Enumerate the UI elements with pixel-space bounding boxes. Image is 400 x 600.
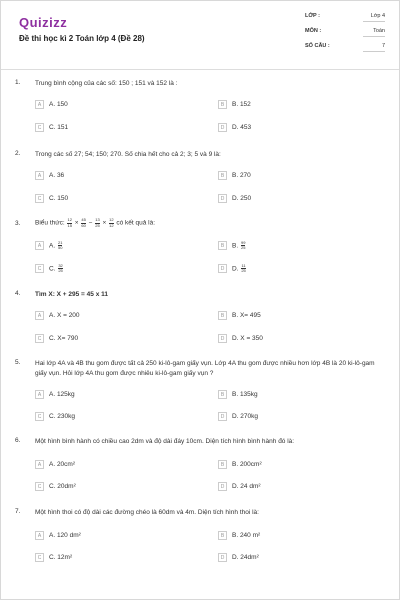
meta-label: SỐ CÂU : — [305, 43, 330, 49]
option-text: D. X = 350 — [232, 335, 263, 342]
option-c[interactable] — [35, 193, 68, 204]
option-b[interactable] — [218, 310, 261, 321]
fraction: $\frac{32}{25}$ — [58, 262, 63, 273]
option-text: D. 270kg — [232, 413, 259, 420]
question-text-prefix: Biểu thức: — [35, 219, 65, 227]
option-d[interactable] — [218, 122, 251, 133]
option-badge: C — [35, 334, 44, 343]
option-text: D. $\frac{11}{25}$ — [232, 262, 246, 273]
option-d[interactable] — [218, 193, 251, 204]
option-c[interactable] — [35, 411, 75, 422]
option-badge: B — [218, 531, 227, 540]
option-badge: B — [218, 311, 227, 320]
option-a[interactable] — [35, 99, 68, 110]
option-text: B. 135kg — [232, 391, 258, 398]
question-text: Trung bình cộng của các số: 150 ; 151 và 152 là : — [35, 80, 178, 87]
option-badge: D — [218, 334, 227, 343]
option-text: A. 150 — [49, 101, 68, 108]
option-badge: A — [35, 390, 44, 399]
option-text: B. 152 — [232, 101, 251, 108]
option-text: B. X= 495 — [232, 312, 261, 319]
option-a[interactable] — [35, 530, 81, 541]
meta-value: Toán — [363, 28, 385, 37]
meta-label: MÔN : — [305, 28, 322, 34]
question-text: Một hình thoi có độ dài các đường chéo là 60dm và 4m. Diện tích hình thoi là: — [35, 509, 259, 516]
fraction: $\frac{13}{25}$ — [95, 217, 100, 228]
operator: × — [102, 219, 107, 227]
option-text: C. 20dm² — [49, 483, 76, 490]
fraction: $\frac{99}{25}$ — [240, 239, 246, 250]
option-badge: C — [35, 123, 44, 132]
option-d[interactable] — [218, 411, 258, 422]
meta-row-class — [305, 13, 385, 28]
operator: − — [88, 219, 93, 227]
option-c[interactable] — [35, 333, 78, 344]
option-text: B. 240 m² — [232, 532, 261, 539]
option-text: D. 24dm² — [232, 554, 259, 561]
meta-label: LỚP : — [305, 13, 320, 19]
option-d[interactable] — [218, 333, 263, 344]
option-badge: A — [35, 460, 44, 469]
fraction: $\frac{45}{60}$ — [81, 217, 86, 228]
option-text: C. $\frac{32}{25}$ — [49, 262, 63, 273]
question-text: Một hình bình hành có chiều cao 2dm và độ dài đáy 10cm. Diện tích hình bình hành đó là: — [35, 438, 295, 445]
meta-value: 7 — [363, 43, 385, 52]
option-text: C. 150 — [49, 195, 69, 202]
question-number: 7. — [15, 508, 21, 515]
option-text: A. 120 dm² — [49, 532, 81, 539]
meta-row-question-count — [305, 43, 385, 58]
option-badge: C — [35, 482, 44, 491]
question-number: 3. — [15, 220, 21, 227]
question-number: 5. — [15, 359, 21, 366]
option-badge: C — [35, 194, 44, 203]
operator: × — [74, 219, 79, 227]
option-text: C. 151 — [49, 124, 69, 131]
option-text: A. X = 200 — [49, 312, 80, 319]
option-b[interactable] — [218, 99, 251, 110]
option-badge: B — [218, 171, 227, 180]
option-a[interactable] — [35, 389, 75, 400]
option-text: B. $\frac{99}{25}$ — [232, 239, 246, 250]
option-d[interactable] — [218, 552, 259, 563]
option-badge: A — [35, 171, 44, 180]
option-b[interactable] — [218, 530, 260, 541]
option-badge: B — [218, 241, 227, 250]
option-a[interactable] — [35, 240, 63, 251]
question-number: 1. — [15, 79, 21, 86]
option-text: A. 20cm² — [49, 461, 76, 468]
fraction: $\frac{21}{50}$ — [57, 239, 63, 250]
question-text: Trong các số 27; 54; 150; 270. Số chia hết cho cả 2; 3; 5 và 9 là: — [35, 151, 221, 158]
option-badge: B — [218, 460, 227, 469]
option-a[interactable] — [35, 459, 75, 470]
option-text: A. 125kg — [49, 391, 75, 398]
option-text: C. 230kg — [49, 413, 76, 420]
option-c[interactable] — [35, 552, 72, 563]
option-b[interactable] — [218, 240, 246, 251]
option-badge: D — [218, 482, 227, 491]
question-number: 4. — [15, 290, 21, 297]
option-b[interactable] — [218, 459, 262, 470]
option-text: D. 250 — [232, 195, 252, 202]
fraction: $\frac{11}{25}$ — [241, 262, 246, 273]
option-b[interactable] — [218, 170, 251, 181]
fraction: $\frac{12}{15}$ — [67, 217, 72, 228]
quizizz-logo: Quizizz — [19, 15, 68, 30]
option-c[interactable] — [35, 122, 68, 133]
question-text: Hai lớp 4A và 4B thu gom được tất cả 250 ki-lô-gam giấy vụn. Lớp 4A thu gom được nhiều hơn lớp 4B là 20 ki-lô-gam giấy vụn. Hỏi lớp 4A thu gom được nhiêu ki-lô-gam giấy vụn ? — [35, 360, 375, 377]
option-badge: B — [218, 100, 227, 109]
option-c[interactable] — [35, 263, 64, 274]
question-text-suffix: có kết quả là: — [116, 219, 156, 227]
option-badge: D — [218, 553, 227, 562]
option-badge: A — [35, 241, 44, 250]
option-badge: A — [35, 100, 44, 109]
option-badge: D — [218, 123, 227, 132]
option-badge: A — [35, 531, 44, 540]
option-b[interactable] — [218, 389, 258, 400]
question-number: 2. — [15, 150, 21, 157]
option-text: C. 12m² — [49, 554, 73, 561]
option-badge: B — [218, 390, 227, 399]
worksheet-meta — [305, 13, 385, 58]
meta-value: Lớp 4 — [363, 13, 385, 22]
option-badge: D — [218, 194, 227, 203]
option-c[interactable] — [35, 481, 76, 492]
option-text: D. 24 dm² — [232, 483, 261, 490]
question-text: Tìm X: X + 295 = 45 x 11 — [35, 291, 108, 298]
option-a[interactable] — [35, 310, 80, 321]
option-d[interactable] — [218, 481, 261, 492]
option-text: D. 453 — [232, 124, 252, 131]
meta-row-subject — [305, 28, 385, 43]
option-text: A. $\frac{21}{50}$ — [49, 239, 63, 250]
worksheet-header — [1, 1, 399, 70]
option-text: A. 36 — [49, 172, 65, 179]
option-a[interactable] — [35, 170, 64, 181]
option-badge: D — [218, 412, 227, 421]
option-badge: C — [35, 412, 44, 421]
option-badge: A — [35, 311, 44, 320]
worksheet-title: Đề thi học kì 2 Toán lớp 4 (Đề 28) — [19, 34, 145, 43]
option-text: C. X= 790 — [49, 335, 79, 342]
question-text — [35, 218, 375, 229]
question-number: 6. — [15, 437, 21, 444]
option-badge: C — [35, 553, 44, 562]
option-text: B. 270 — [232, 172, 251, 179]
option-badge: D — [218, 264, 227, 273]
option-badge: C — [35, 264, 44, 273]
option-text: B. 200cm² — [232, 461, 262, 468]
option-d[interactable] — [218, 263, 247, 274]
fraction: $\frac{12}{12}$ — [109, 217, 114, 228]
